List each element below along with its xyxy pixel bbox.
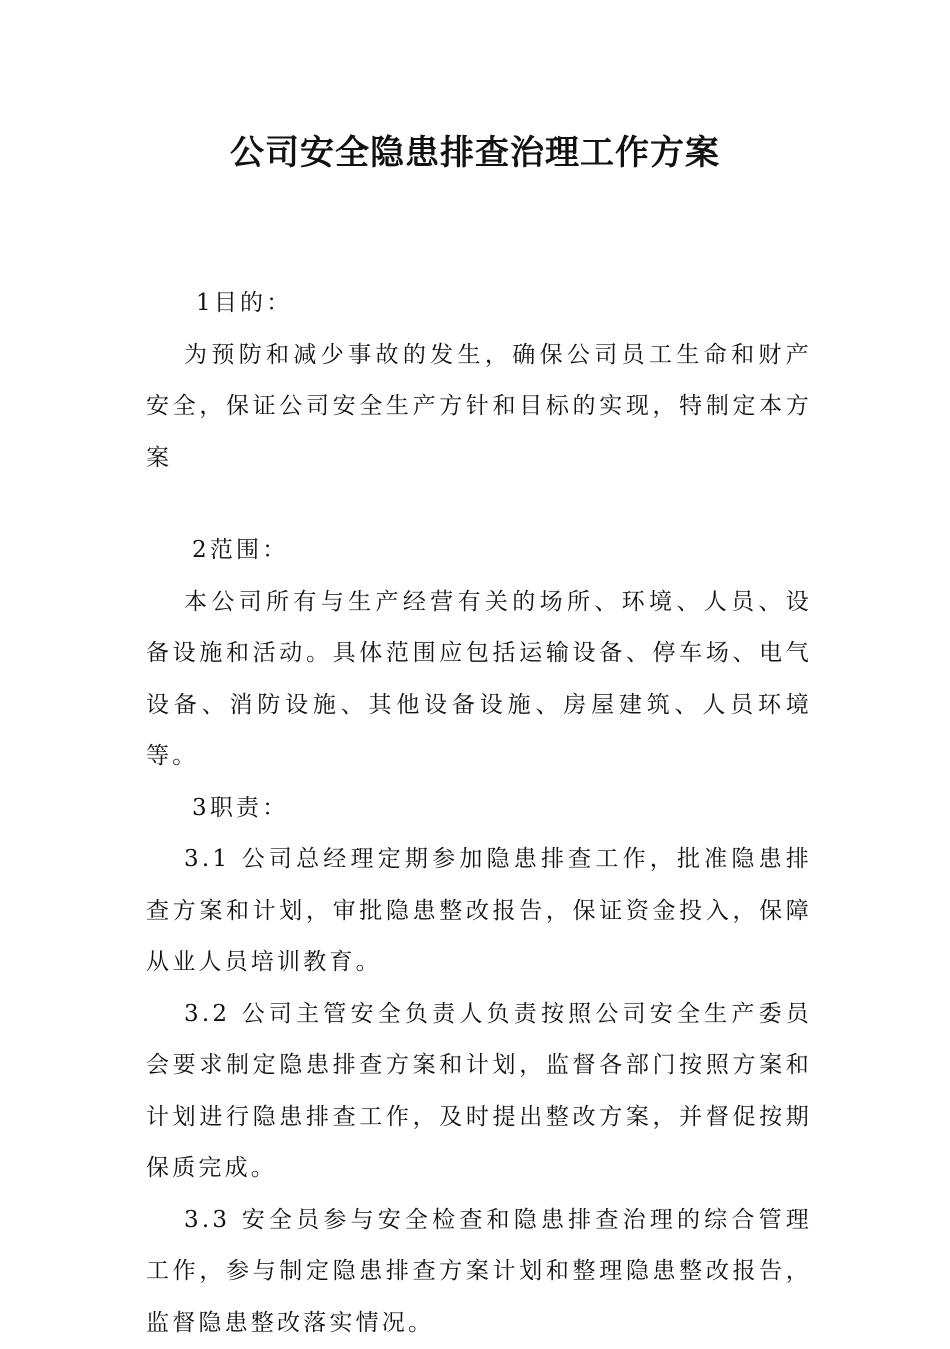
paragraph-duty-3-3: 3.3 安全员参与安全检查和隐患排查治理的综合管理工作，参与制定隐患排查方案计划和整理隐患整改报告，监督隐患整改落实情况。: [146, 1195, 812, 1349]
section-heading-scope: 2范围：: [146, 525, 812, 577]
section-heading-purpose: 1目的：: [146, 278, 812, 330]
document-body: [146, 278, 812, 1349]
section-heading-duty: 3职责：: [146, 783, 812, 835]
paragraph-scope: 本公司所有与生产经营有关的场所、环境、人员、设备设施和活动。具体范围应包括运输设备、停车场、电气设备、消防设施、其他设备设施、房屋建筑、人员环境等。: [146, 577, 812, 783]
paragraph-duty-3-2: 3.2 公司主管安全负责人负责按照公司安全生产委员会要求制定隐患排查方案和计划，监督各部门按照方案和计划进行隐患排查工作，及时提出整改方案，并督促按期保质完成。: [146, 989, 812, 1195]
paragraph-spacer: [146, 484, 812, 525]
document-title: 公司安全隐患排查治理工作方案: [0, 128, 950, 178]
paragraph-duty-3-1: 3.1 公司总经理定期参加隐患排查工作，批准隐患排查方案和计划，审批隐患整改报告，保证资金投入，保障从业人员培训教育。: [146, 834, 812, 989]
paragraph-purpose: 为预防和减少事故的发生，确保公司员工生命和财产安全，保证公司安全生产方针和目标的实现，特制定本方案: [146, 330, 812, 485]
